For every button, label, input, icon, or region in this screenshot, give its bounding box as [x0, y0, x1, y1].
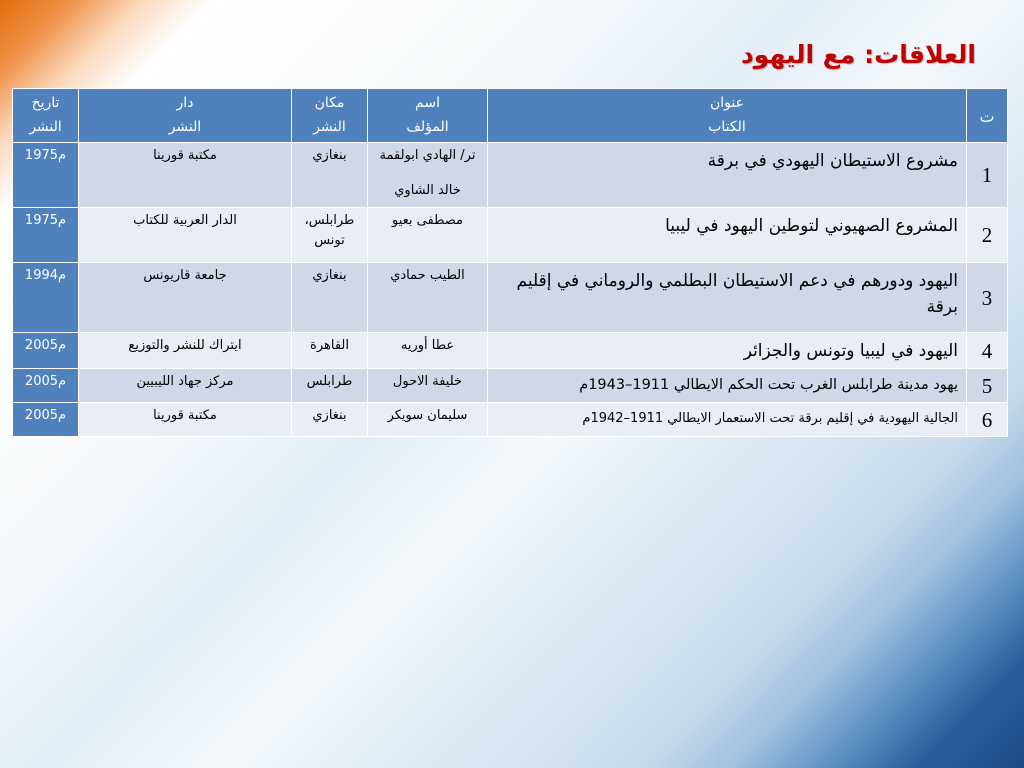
- author-cell: [368, 403, 488, 437]
- table-row: [13, 403, 1008, 437]
- header-author: [368, 89, 488, 143]
- place-name: طرابلس: [306, 374, 353, 389]
- publication-date: 2005م: [13, 333, 79, 369]
- header-date-line-2: النشر: [29, 119, 62, 135]
- author-cell: [368, 369, 488, 403]
- table-header-row: [13, 89, 1008, 143]
- table-row: [13, 333, 1008, 369]
- author-name: تر/ الهادي ابولقمة: [379, 148, 476, 163]
- slide-title: العلاقات: مع اليهود: [740, 40, 976, 69]
- header-publisher-line-1: دار: [176, 95, 194, 111]
- book-title: اليهود ودورهم في دعم الاستيطان البطلمي والروماني في إقليم برقة: [488, 263, 967, 333]
- publisher: مركز جهاد الليبيين: [79, 369, 292, 403]
- books-table: [12, 88, 1008, 437]
- author-cell: [368, 263, 488, 333]
- header-book-title-line-1: عنوان: [710, 95, 744, 111]
- publication-place: [292, 208, 368, 263]
- author-name: خالد الشاوي: [394, 183, 461, 198]
- table-row: [13, 208, 1008, 263]
- table-row: [13, 263, 1008, 333]
- publication-place: [292, 369, 368, 403]
- header-author-line-2: المؤلف: [406, 119, 449, 135]
- author-name: خليفة الاحول: [392, 374, 463, 389]
- row-number: 6: [967, 403, 1008, 437]
- row-number: 1: [967, 143, 1008, 208]
- place-name: بنغازي: [312, 148, 347, 163]
- book-title: مشروع الاستيطان اليهودي في برقة: [488, 143, 967, 208]
- place-name: القاهرة: [310, 338, 349, 353]
- book-title: الجالية اليهودية في إقليم برقة تحت الاستعمار الايطالي 1911–1942م: [488, 403, 967, 437]
- book-title: اليهود في ليبيا وتونس والجزائر: [488, 333, 967, 369]
- publication-date: 1994م: [13, 263, 79, 333]
- place-name: بنغازي: [312, 268, 347, 283]
- publication-place: [292, 333, 368, 369]
- publication-date: 1975م: [13, 143, 79, 208]
- publisher: ايتراك للنشر والتوزيع: [79, 333, 292, 369]
- author-cell: [368, 333, 488, 369]
- author-name: عطا أوريه: [400, 338, 455, 353]
- publication-date: 2005م: [13, 369, 79, 403]
- publication-date: 2005م: [13, 403, 79, 437]
- header-place: [292, 89, 368, 143]
- row-number: 3: [967, 263, 1008, 333]
- place-name: طرابلس،: [304, 213, 355, 228]
- author-name: سليمان سويكر: [387, 408, 468, 423]
- publication-date: 1975م: [13, 208, 79, 263]
- header-book-title: [488, 89, 967, 143]
- header-date-line-1: تاريخ: [31, 95, 60, 111]
- header-publisher: [79, 89, 292, 143]
- author-name: الطيب حمادي: [390, 268, 465, 283]
- header-place-line-1: مكان: [314, 95, 345, 111]
- header-author-line-1: اسم: [415, 95, 440, 111]
- publication-place: [292, 263, 368, 333]
- place-name: بنغازي: [312, 408, 347, 423]
- author-cell: [368, 208, 488, 263]
- header-date: [13, 89, 79, 143]
- table-row: [13, 143, 1008, 208]
- author-name: مصطفى بعيو: [392, 213, 463, 228]
- publisher: مكتبة قورينا: [79, 403, 292, 437]
- row-number: 2: [967, 208, 1008, 263]
- author-cell: [368, 143, 488, 208]
- table-row: [13, 369, 1008, 403]
- header-number: ت: [967, 89, 1008, 143]
- row-number: 4: [967, 333, 1008, 369]
- place-name: تونس: [314, 233, 345, 248]
- row-number: 5: [967, 369, 1008, 403]
- book-title: المشروع الصهيوني لتوطين اليهود في ليبيا: [488, 208, 967, 263]
- book-title: يهود مدينة طرابلس الغرب تحت الحكم الايطالي 1911–1943م: [488, 369, 967, 403]
- publication-place: [292, 403, 368, 437]
- header-place-line-2: النشر: [313, 119, 346, 135]
- header-book-title-line-2: الكتاب: [708, 119, 746, 135]
- header-publisher-line-2: النشر: [168, 119, 202, 135]
- publisher: الدار العربية للكتاب: [79, 208, 292, 263]
- publisher: جامعة قاريونس: [79, 263, 292, 333]
- publisher: مكتبة قورينا: [79, 143, 292, 208]
- publication-place: [292, 143, 368, 208]
